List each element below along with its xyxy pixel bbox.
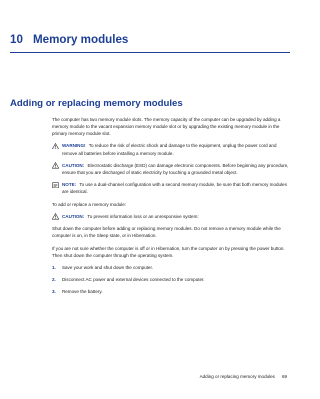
warning-label: WARNING! [62, 143, 86, 149]
note-text: To use a dual-channel configuration with a second memory module, be sure that both memory modules are identical. [62, 182, 287, 195]
procedure-steps [52, 264, 290, 296]
caution-text: Electrostatic discharge (ESD) can damage electronic components. Before beginning any procedure, ensure that you are discharged of static electricity by touching a grounded metal object. [62, 162, 289, 175]
step-item [52, 288, 290, 295]
caution-triangle-icon [52, 213, 59, 220]
caution-triangle-icon [52, 162, 59, 169]
caution-label: CAUTION: [62, 162, 85, 168]
chapter-title: Memory modules [33, 33, 129, 46]
step-item [52, 264, 290, 271]
chapter-divider [10, 52, 290, 53]
step-text: Disconnect AC power and external devices connected to the computer. [62, 277, 205, 283]
chapter-number: 10 [10, 33, 23, 46]
hibernation-paragraph: If you are not sure whether the computer is off or in Hibernation, turn the computer on by pressing the power button. Then shut down the computer through the operating system. [52, 245, 285, 258]
warning-text: To reduce the risk of electric shock and damage to the equipment, unplug the power cord and remove all batteries before installing a memory module. [62, 143, 277, 156]
warning-notice [52, 142, 290, 156]
page-footer [200, 374, 287, 379]
step-text: Save your work and shut down the computer. [62, 264, 153, 270]
step-number: 1. [52, 264, 56, 270]
chapter-heading [10, 33, 128, 46]
step-number: 3. [52, 289, 56, 295]
section-body [52, 116, 290, 301]
shutdown-paragraph: Shut down the computer before adding or replacing memory modules. Do not remove a memory module while the computer is on, in the Sleep state, or in Hibernation. [52, 226, 281, 239]
section-title: Adding or replacing memory modules [10, 98, 183, 109]
caution-notice-2 [52, 213, 290, 220]
intro-paragraph: The computer has two memory module slots. The memory capacity of the computer can be upgraded by adding a memory module to the vacant expansion memory module slot or by upgrading the existing memory module in the primary memory module slot. [52, 117, 281, 137]
note-notice [52, 181, 290, 195]
step-item [52, 276, 290, 283]
page-number: 69 [281, 374, 287, 379]
procedure-intro: To add or replace a memory module: [52, 201, 127, 207]
caution-text: To prevent information loss or an unresponsive system: [87, 213, 199, 219]
note-label: NOTE: [62, 182, 77, 188]
step-number: 2. [52, 277, 56, 283]
footer-running-title: Adding or replacing memory modules [199, 374, 275, 379]
note-icon [52, 182, 59, 189]
warning-triangle-icon [52, 143, 59, 150]
caution-notice [52, 162, 290, 176]
step-text: Remove the battery. [62, 289, 103, 295]
caution-label: CAUTION: [62, 213, 85, 219]
